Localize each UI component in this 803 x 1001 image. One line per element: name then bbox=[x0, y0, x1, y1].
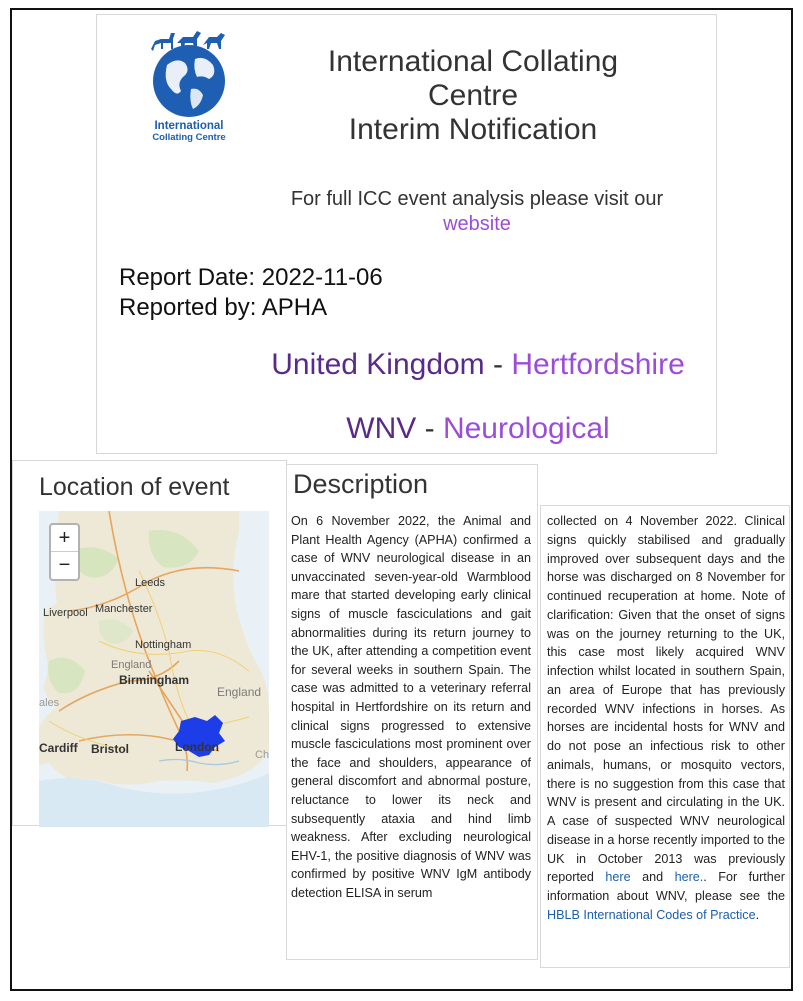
website-link[interactable]: website bbox=[443, 213, 511, 235]
map-label-ch-fragment: Ch bbox=[255, 749, 269, 761]
title-line2: Centre bbox=[427, 79, 519, 112]
reported-by: Reported by: APHA bbox=[119, 294, 328, 321]
page-title bbox=[283, 45, 663, 147]
logo-line1: International bbox=[154, 120, 224, 132]
report-info bbox=[119, 263, 383, 323]
zoom-out-button[interactable]: − bbox=[58, 554, 71, 576]
disease-form: Neurological bbox=[442, 412, 610, 445]
here-link-2[interactable]: here. bbox=[674, 870, 704, 885]
map-label-england-large: England bbox=[217, 685, 262, 699]
map-label-cardiff: Cardiff bbox=[39, 741, 78, 755]
region-name: Hertfordshire bbox=[511, 348, 685, 381]
map-label-nottingham: Nottingham bbox=[135, 639, 192, 651]
title-line3: Interim Notification bbox=[348, 113, 598, 146]
globe-horses-icon bbox=[147, 25, 231, 121]
event-location: United Kingdom - Hertfordshire bbox=[271, 348, 685, 381]
icc-logo bbox=[143, 25, 235, 143]
zoom-in-button[interactable]: + bbox=[51, 525, 78, 552]
description-continued-panel bbox=[540, 505, 790, 968]
description-col2-text: collected on 4 November 2022. Clinical signs quickly stabilised and gradually improved over subsequent days and the horse was discharged on 8 November for continued recuperation at home. Note of clarification: Given that the onset of signs was on the journey returning to the UK, this case most likely acquired WNV infection whilst located in southern Spain, an area of Europe that has previously recorded WNV infections in horses. As horses are incidental hosts for WNV and do not pose an infectious risk to other animals, humans, or mosquito vectors, there is no suggestion from this case that WNV is present and circulating in the UK. A case of suspected WNV neurological disease in a horse recently imported to the UK in October 2013 was previously reported bbox=[547, 514, 785, 885]
country-name: United Kingdom bbox=[271, 348, 485, 381]
event-disease: WNV - Neurological bbox=[346, 412, 610, 445]
map-label-bristol: Bristol bbox=[91, 742, 130, 756]
reported-by-value: APHA bbox=[261, 294, 328, 321]
report-date-value: 2022-11-06 bbox=[261, 264, 383, 291]
report-date: Report Date: 2022-11-06 bbox=[119, 264, 383, 291]
event-map[interactable] bbox=[39, 511, 269, 827]
description-heading: Description bbox=[293, 469, 429, 499]
map-label-london: London bbox=[175, 740, 219, 754]
notification-header bbox=[96, 14, 717, 454]
description-panel bbox=[286, 464, 538, 960]
description-after-links: . For further information about WNV, please see the bbox=[547, 870, 785, 903]
map-label-birmingham: Birmingham bbox=[119, 673, 190, 687]
here-link-1[interactable]: here bbox=[605, 870, 631, 885]
hblb-codes-link[interactable]: HBLB International Codes of Practice bbox=[547, 907, 756, 922]
description-text-part1: On 6 November 2022, the Animal and Plant Health Agency (APHA) confirmed a case of WNV neurological disease in an unvaccinated seven-year-old Warmblood mare that started developing early clinical signs of muscle fasciculations and gait abnormalities during its return journey to the UK, after attending a competition event for several weeks in southern Spain. The case was admitted to a veterinary referral hospital in Hertfordshire on its return and clinical signs progressed to extensive muscle fasciculations most prominent over the face and shoulders, appearance of general discomfort and abnormal posture, reluctance to lower its neck and subsequently ataxia and hind limb weakness. After excluding neurological EHV-1, the positive diagnosis of WNV was confirmed by positive WNV IgM antibody detection ELISA in serum bbox=[291, 514, 531, 900]
map-label-wales-fragment: ales bbox=[39, 697, 60, 709]
location-heading: Location of event bbox=[39, 473, 230, 501]
logo-line2: Collating Centre bbox=[152, 132, 226, 143]
map-label-manchester: Manchester bbox=[95, 603, 153, 615]
map-label-england-small: England bbox=[111, 659, 152, 671]
map-label-liverpool: Liverpool bbox=[43, 607, 88, 619]
disease-name: WNV bbox=[346, 412, 417, 445]
visit-notice bbox=[257, 187, 697, 237]
title-line1: International Collating bbox=[327, 45, 619, 78]
map-label-leeds: Leeds bbox=[135, 577, 165, 589]
visit-text: For full ICC event analysis please visit our bbox=[290, 188, 664, 210]
zoom-control bbox=[49, 523, 80, 581]
description-text-part2: collected on 4 November 2022. Clinical signs quickly stabilised and gradually improved over subsequent days and the horse was discharged on 8 November for continued recuperation at home. Note of clarification: Given that the onset of signs was on the journey returning to the UK, this case most likely acquired WNV infection whilst located in southern Spain, an area of Europe that has previously recorded WNV infections in horses. As horses are incidental hosts for WNV and do not pose an infectious risk to other animals, humans, or mosquito vectors, there is no suggestion from this case that WNV is present and circulating in the UK. A case of suspected WNV neurological disease in a horse recently imported to the UK in October 2013 was previously reported here and here.. For further information about WNV, please see the HBLB International Codes of Practice. bbox=[547, 514, 785, 922]
location-panel bbox=[12, 460, 287, 826]
